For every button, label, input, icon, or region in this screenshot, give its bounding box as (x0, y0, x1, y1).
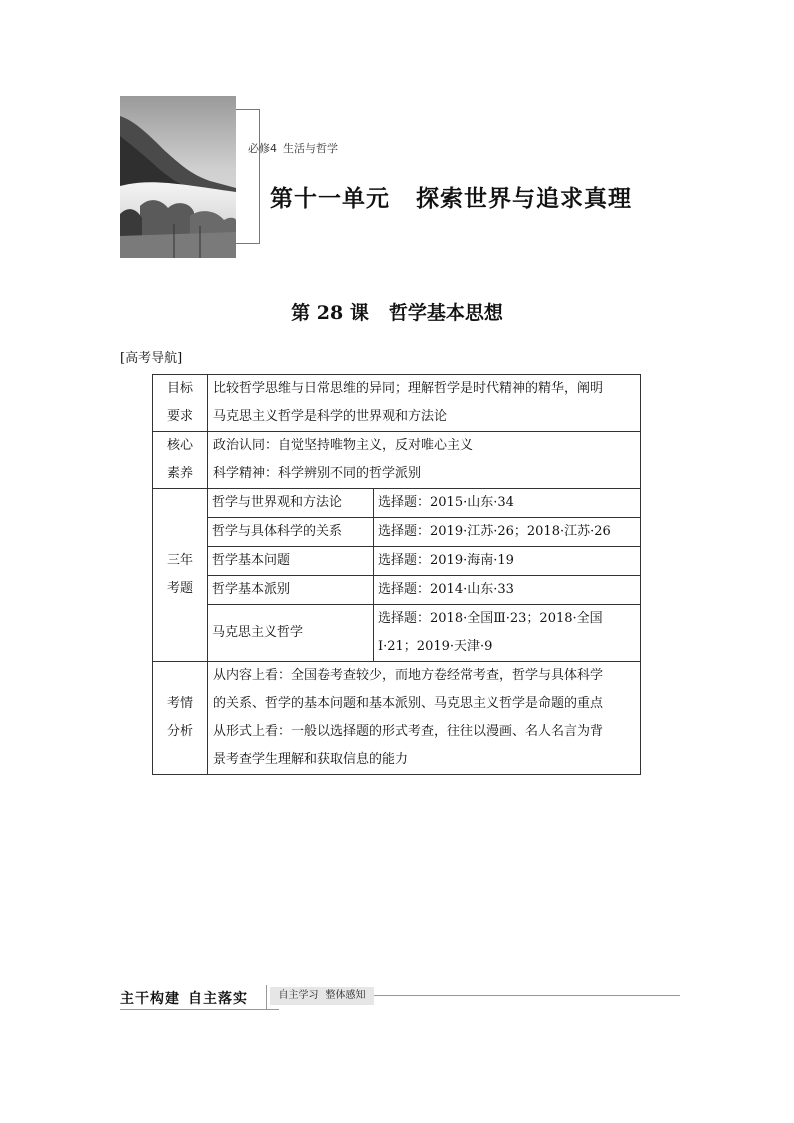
analysis-content: 从内容上看：全国卷考查较少，而地方卷经常考查，哲学与具体科学 的关系、哲学的基本问题和基本派别、马克思主义哲学是命题的重点 从形式上看：一般以选择题的形式考查，往往以漫画、名人名言为背 景考查学生理解和获取信息的能力 (208, 662, 641, 775)
section-tag (270, 987, 374, 1005)
book-subtitle (248, 140, 338, 156)
banner-frame-top (236, 109, 260, 110)
exam-reference: 选择题：2015·山东·34 (374, 489, 641, 518)
subtitle-book: 必修4 (248, 142, 277, 155)
exam-reference: 选择题：2019·海南·19 (374, 547, 641, 576)
exam-reference: 选择题：2019·江苏·26；2018·江苏·26 (374, 518, 641, 547)
table-row-analysis (153, 662, 641, 775)
table-row (153, 489, 641, 518)
banner-frame-right (259, 109, 260, 243)
table-row (153, 605, 641, 662)
section-heading-right: 自主落实 (188, 991, 248, 1007)
unit-title (270, 180, 632, 213)
lesson-number: 第 28 课 (291, 302, 369, 324)
section-tag-right: 整体感知 (325, 990, 366, 1001)
table-row-literacy (153, 432, 641, 489)
table-row (153, 518, 641, 547)
section-divider (374, 995, 680, 996)
lesson-name: 哲学基本思想 (388, 302, 503, 324)
goals-content: 比较哲学思维与日常思维的异同；理解哲学是时代精神的精华，阐明 马克思主义哲学是科学的世界观和方法论 (208, 375, 641, 432)
exam-topic: 哲学基本问题 (208, 547, 374, 576)
unit-name: 探索世界与追求真理 (416, 186, 632, 212)
exam-reference: 选择题：2014·山东·33 (374, 576, 641, 605)
goals-header: 目标 要求 (153, 375, 208, 432)
three-years-header: 三年 考题 (153, 489, 208, 662)
section-tag-left: 自主学习 (278, 990, 319, 1001)
table-row (153, 576, 641, 605)
lesson-title (0, 298, 794, 325)
subtitle-topic: 生活与哲学 (283, 142, 338, 155)
exam-topic: 哲学与世界观和方法论 (208, 489, 374, 518)
table-row (153, 547, 641, 576)
exam-topic: 哲学与具体科学的关系 (208, 518, 374, 547)
exam-topic: 哲学基本派别 (208, 576, 374, 605)
exam-topic: 马克思主义哲学 (208, 605, 374, 662)
literacy-header: 核心 素养 (153, 432, 208, 489)
section-label: [高考导航] (120, 351, 183, 366)
literacy-content: 政治认同：自觉坚持唯物主义，反对唯心主义 科学精神：科学辨别不同的哲学派别 (208, 432, 641, 489)
analysis-header: 考情 分析 (153, 662, 208, 775)
exam-navigation-table (152, 374, 641, 775)
section-heading (120, 988, 248, 1008)
table-row-goals (153, 375, 641, 432)
banner-frame-bottom (236, 243, 260, 244)
unit-number: 第十一单元 (270, 186, 390, 212)
section-heading-underline (120, 1009, 278, 1010)
exam-reference: 选择题：2018·全国Ⅲ·23；2018·全国 Ⅰ·21；2019·天津·9 (374, 605, 641, 662)
section-heading-left: 主干构建 (120, 991, 180, 1007)
banner-landscape-image (120, 96, 236, 258)
